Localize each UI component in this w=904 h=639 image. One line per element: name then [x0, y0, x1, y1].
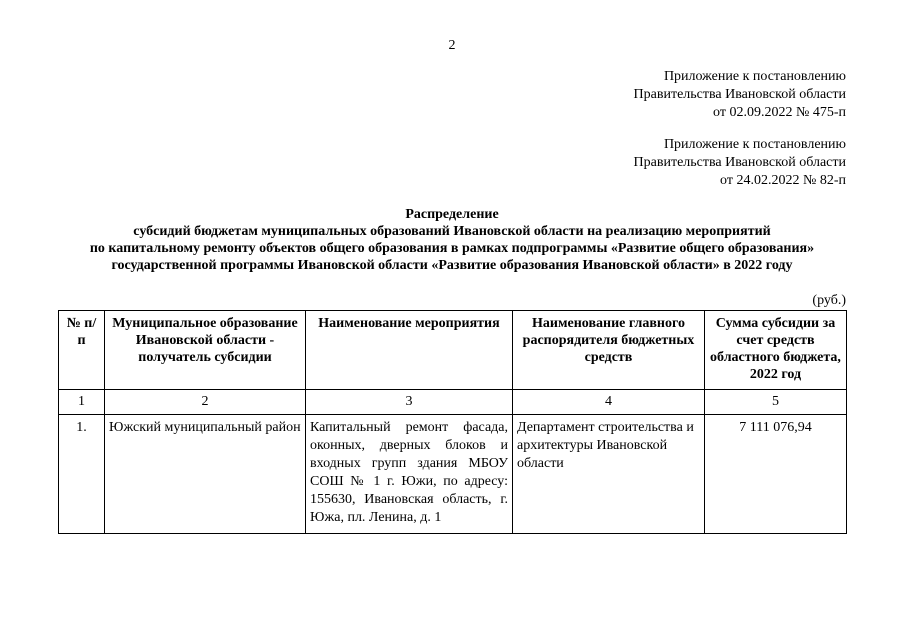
cell-administrator: Департамент строительства и архитектуры Ивановской области: [513, 415, 705, 534]
cell-activity: Капитальный ремонт фасада, оконных, дверных блоков и входных групп здания МБОУ СОШ № 1 г. Южи, по адресу: 155630, Ивановская область, г. Южа, пл. Ленина, д. 1: [306, 415, 513, 534]
header-administrator: Наименование главного распорядителя бюджетных средств: [513, 311, 705, 390]
header-municipality: Муниципальное образование Ивановской области - получатель субсидии: [105, 311, 306, 390]
header-number: № п/п: [59, 311, 105, 390]
subsidy-distribution-table: [58, 310, 847, 534]
cell-row-number: 1.: [59, 415, 105, 534]
column-number: 2: [105, 390, 306, 415]
title-line1: Распределение: [405, 207, 499, 222]
table-row: [59, 415, 847, 534]
appendix-block-current: [634, 68, 846, 122]
appendix-original-line2: Правительства Ивановской области: [633, 155, 846, 170]
column-number: 3: [306, 390, 513, 415]
appendix-block-original: [634, 136, 846, 190]
column-number: 1: [59, 390, 105, 415]
page-number: 2: [448, 38, 456, 53]
column-number: 5: [705, 390, 847, 415]
table-header-row: [59, 311, 847, 390]
cell-amount: 7 111 076,94: [705, 415, 847, 534]
column-number: 4: [513, 390, 705, 415]
currency-unit-label: (руб.): [812, 293, 846, 308]
header-amount: Сумма субсидии за счет средств областного бюджета, 2022 год: [705, 311, 847, 390]
column-number-row: [59, 390, 847, 415]
title-line2: субсидий бюджетам муниципальных образований Ивановской области на реализацию мероприятий: [133, 224, 771, 239]
cell-municipality: Южский муниципальный район: [105, 415, 306, 534]
header-activity: Наименование мероприятия: [306, 311, 513, 390]
appendix-current-line1: Приложение к постановлению: [663, 69, 846, 84]
title-line3: по капитальному ремонту объектов общего образования в рамках подпрограммы «Развитие общего образования»: [89, 241, 815, 256]
appendix-current-line2: Правительства Ивановской области: [633, 87, 846, 102]
appendix-current-line3: от 02.09.2022 № 475-п: [713, 105, 846, 120]
appendix-original-line1: Приложение к постановлению: [663, 137, 846, 152]
title-line4: государственной программы Ивановской области «Развитие образования Ивановской области» в 2022 году: [111, 258, 793, 273]
appendix-original-line3: от 24.02.2022 № 82-п: [720, 173, 846, 188]
document-title: [40, 206, 864, 274]
